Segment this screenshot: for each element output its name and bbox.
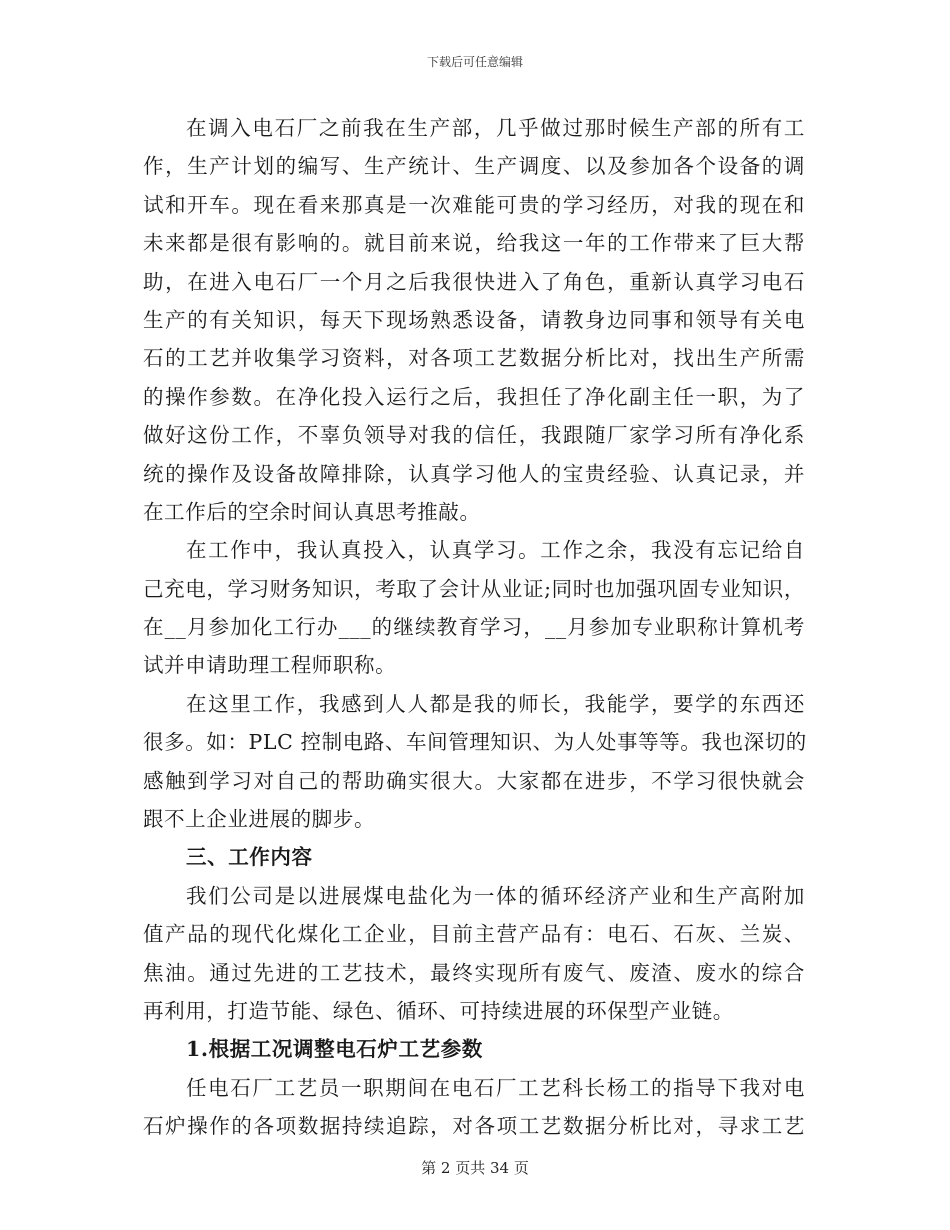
paragraph-line: 在这里工作，我感到人人都是我的师长，我能学，要学的东西还: [186, 691, 805, 716]
paragraph-line: 再利用，打造节能、绿色、循环、可持续进展的环保型产业链。: [143, 998, 734, 1023]
paragraph-line: 焦油。通过先进的工艺技术，最终实现所有废气、废渣、废水的综合: [143, 960, 805, 985]
paragraph-line: 统的操作及设备故障排除，认真学习他人的宝贵经验、认真记录，并: [143, 461, 805, 486]
paragraph-line: 石的工艺并收集学习资料，对各项工艺数据分析比对，找出生产所需: [143, 346, 805, 371]
paragraph-line: 在工作后的空余时间认真思考推敲。: [143, 499, 481, 524]
paragraph-line: 跟不上企业进展的脚步。: [143, 807, 376, 832]
paragraph-line: 试并申请助理工程师职称。: [143, 653, 397, 678]
paragraph-line: 在工作中，我认真投入，认真学习。工作之余，我没有忘记给自: [186, 538, 805, 563]
paragraph-line: 作，生产计划的编写、生产统计、生产调度、以及参加各个设备的调: [143, 154, 805, 179]
subsection-heading: 1.根据工况调整电石炉工艺参数: [186, 1037, 483, 1062]
paragraph-line: 未来都是很有影响的。就目前来说，给我这一年的工作带来了巨大帮: [143, 231, 805, 256]
paragraph-line: 任电石厂工艺员一职期间在电石厂工艺科长杨工的指导下我对电: [186, 1075, 805, 1100]
paragraph-line: 感触到学习对自己的帮助确实很大。大家都在进步，不学习很快就会: [143, 768, 805, 793]
paragraph-line: 试和开车。现在看来那真是一次难能可贵的学习经历，对我的现在和: [143, 192, 805, 217]
paragraph-line: 的操作参数。在净化投入运行之后，我担任了净化副主任一职，为了: [143, 384, 805, 409]
paragraph-line: 我们公司是以进展煤电盐化为一体的循环经济产业和生产高附加: [186, 883, 805, 908]
paragraph-line: 很多。如：PLC 控制电路、车间管理知识、为人处事等等。我也深切的: [143, 730, 807, 755]
paragraph-line: 石炉操作的各项数据持续追踪，对各项工艺数据分析比对，寻求工艺: [143, 1114, 805, 1139]
paragraph-line: 助，在进入电石厂一个月之后我很快进入了角色，重新认真学习电石: [143, 269, 805, 294]
paragraph-line: 值产品的现代化煤化工企业，目前主营产品有：电石、石灰、兰炭、: [143, 922, 805, 947]
paragraph-line: 己充电，学习财务知识，考取了会计从业证;同时也加强巩固专业知识，: [143, 576, 805, 601]
page-footer: 第 2 页共 34 页: [421, 1159, 529, 1177]
paragraph-line: 在调入电石厂之前我在生产部，几乎做过那时候生产部的所有工: [186, 116, 805, 140]
document-body: [143, 109, 805, 1146]
page-header: 下载后可任意编辑: [426, 55, 523, 69]
paragraph-line: 生产的有关知识，每天下现场熟悉设备，请教身边同事和领导有关电: [143, 307, 805, 332]
paragraph-line: 做好这份工作，不辜负领导对我的信任，我跟随厂家学习所有净化系: [143, 423, 805, 448]
section-heading: 三、工作内容: [186, 845, 313, 870]
paragraph-line: 在__月参加化工行办___的继续教育学习，__月参加专业职称计算机考: [143, 615, 805, 640]
